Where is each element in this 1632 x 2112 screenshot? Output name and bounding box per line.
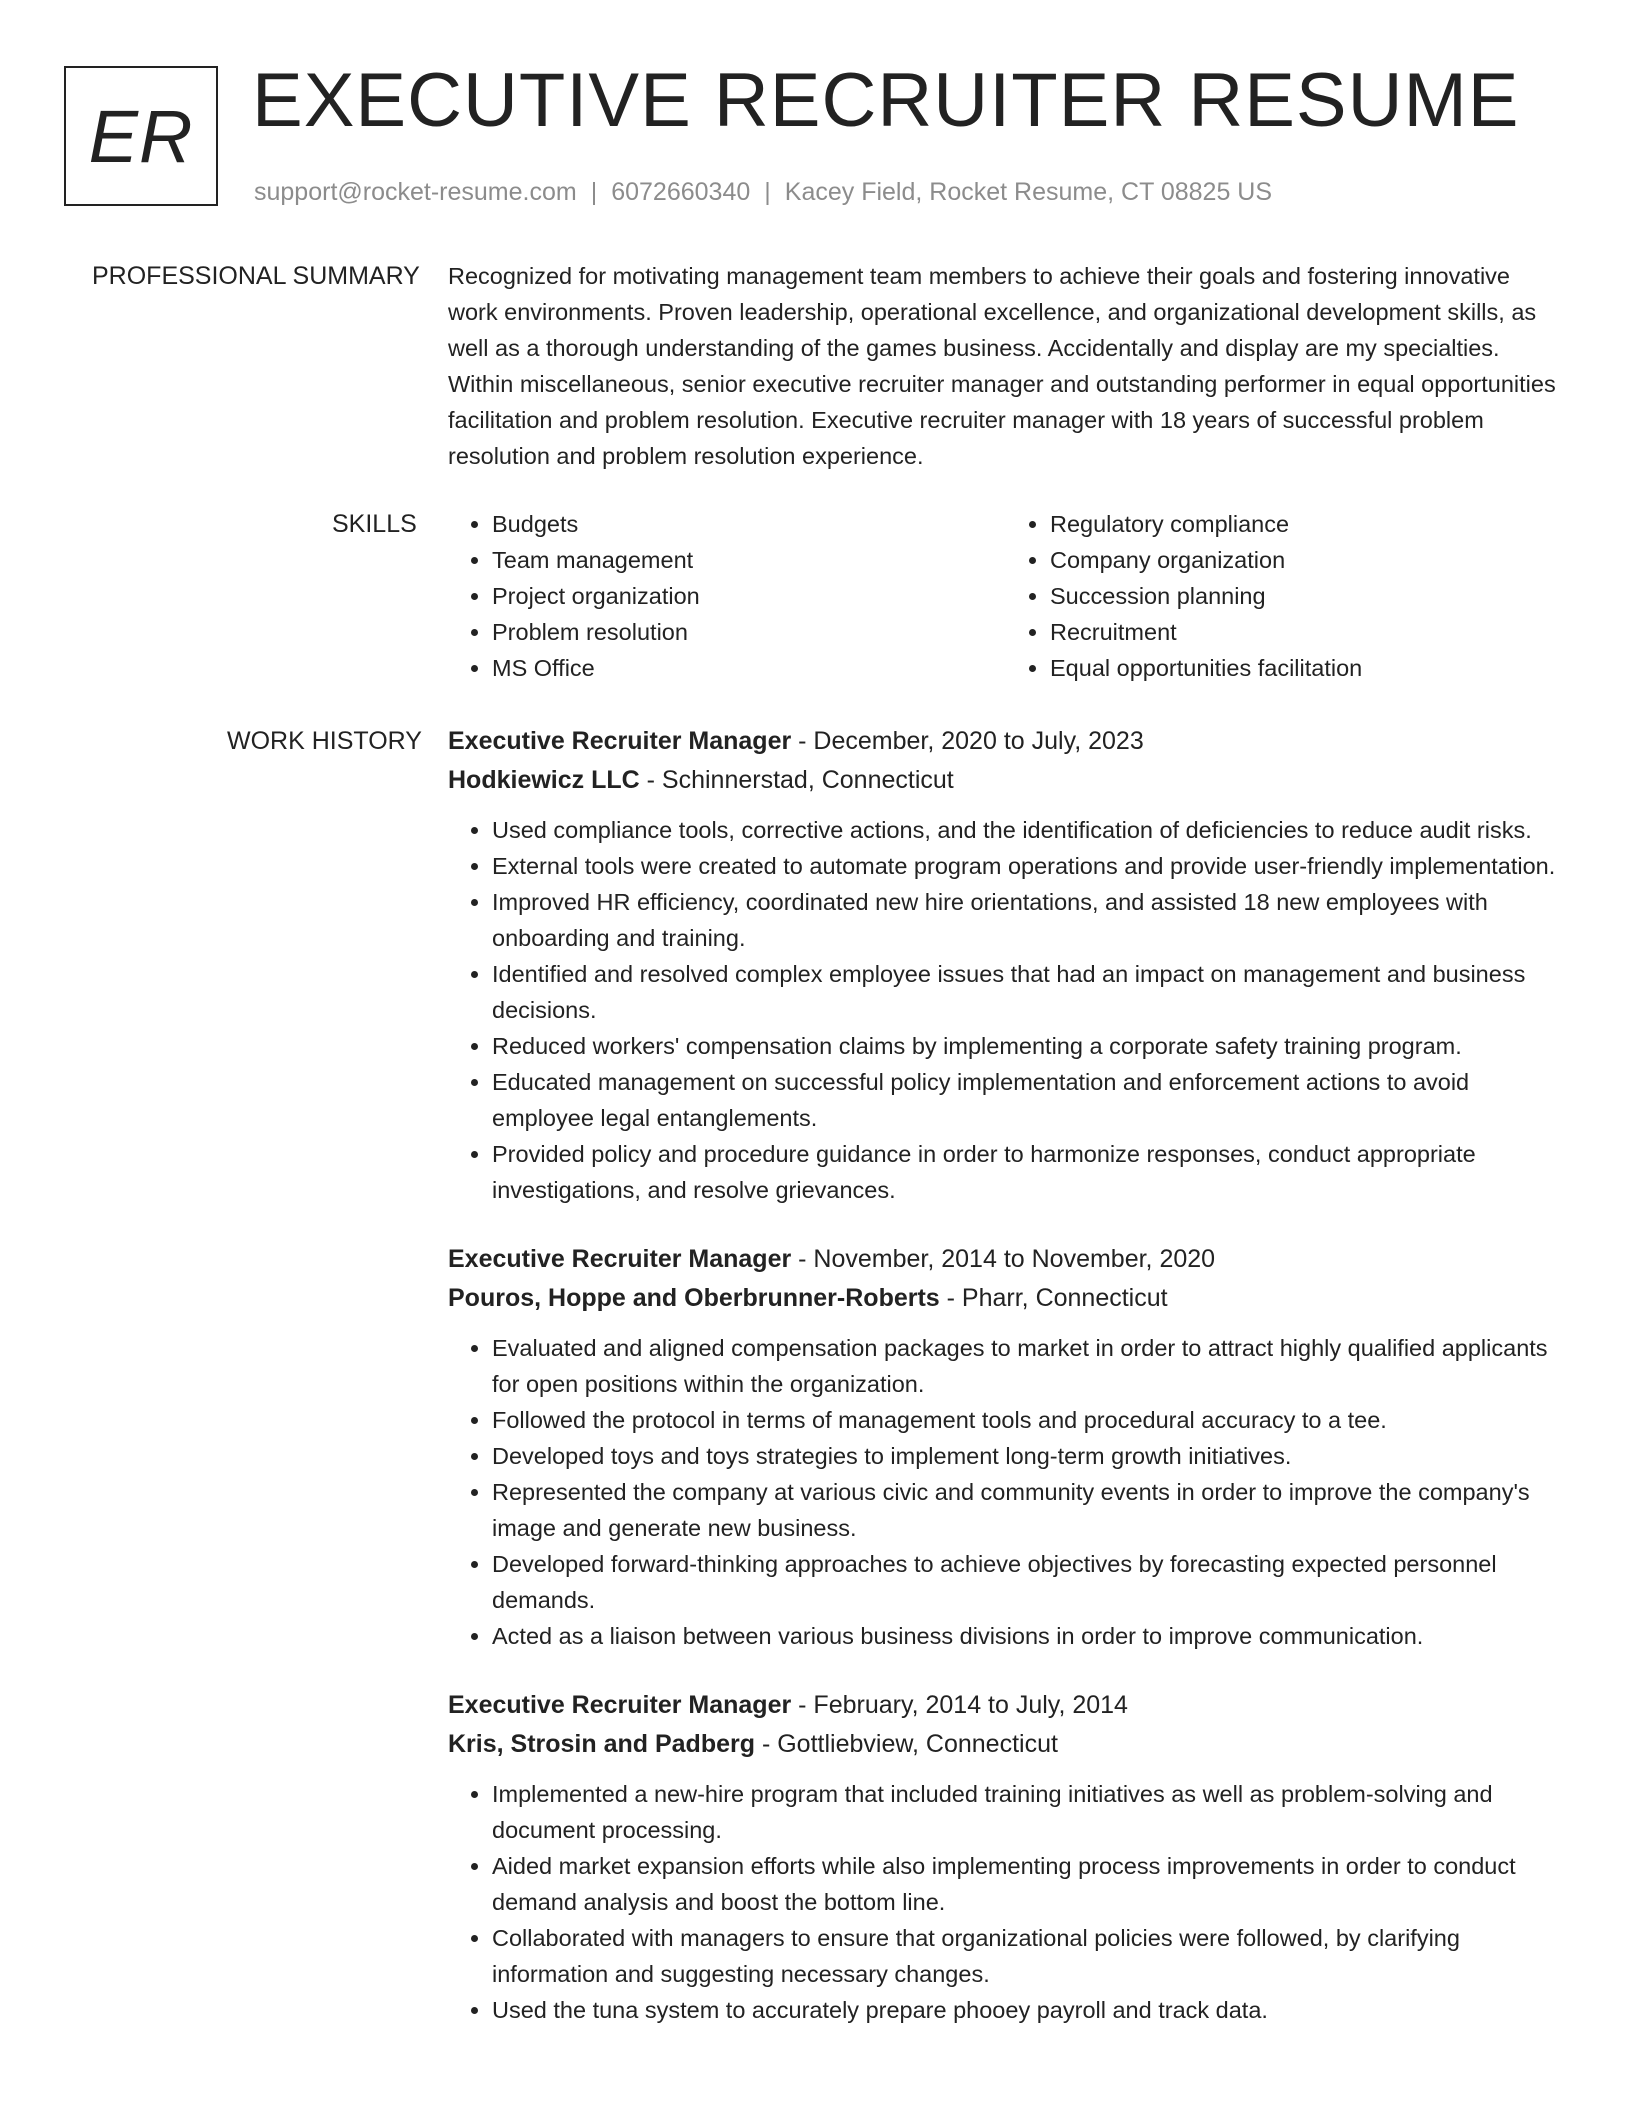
job-bullets	[448, 1776, 1564, 2028]
job-bullet: • Followed the protocol in terms of management tools and procedural accuracy to a tee.	[492, 1402, 1564, 1438]
job-bullet: • Aided market expansion efforts while also implementing process improvements in order to conduct demand analysis and boost the bottom line.	[492, 1848, 1564, 1920]
skill-item: • Problem resolution	[492, 614, 1006, 650]
job-bullet: • External tools were created to automate program operations and provide user-friendly implementation.	[492, 848, 1564, 884]
job-company-line	[448, 1725, 1564, 1764]
skill-item: • Budgets	[492, 506, 1006, 542]
job-title: Executive Recruiter Manager	[448, 1245, 792, 1273]
skills-body	[448, 506, 1564, 686]
job-company: Pouros, Hoppe and Oberbrunner-Roberts	[448, 1284, 940, 1312]
job-bullet: • Improved HR efficiency, coordinated new hire orientations, and assisted 18 new employees with onboarding and training.	[492, 884, 1564, 956]
job-dates: - December, 2020 to July, 2023	[791, 727, 1144, 755]
job-bullet: • Used compliance tools, corrective actions, and the identification of deficiencies to reduce audit risks.	[492, 812, 1564, 848]
skill-item: • Company organization	[1050, 542, 1564, 578]
skills-grid	[448, 506, 1564, 686]
job-bullet: • Evaluated and aligned compensation packages to market in order to attract highly qualified applicants for open positions within the organization.	[492, 1330, 1564, 1402]
skill-item: • Project organization	[492, 578, 1006, 614]
contact-separator: |	[764, 178, 771, 206]
job-bullet: • Developed forward-thinking approaches to achieve objectives by forecasting expected personnel demands.	[492, 1546, 1564, 1618]
skill-item: • Team management	[492, 542, 1006, 578]
summary-body	[448, 258, 1564, 474]
job-bullets	[448, 1330, 1564, 1654]
contact-address: Kacey Field, Rocket Resume, CT 08825 US	[784, 178, 1273, 206]
job-title-line	[448, 1240, 1564, 1279]
skills-heading: SKILLS	[332, 510, 417, 538]
job-location: - Gottliebview, Connecticut	[755, 1730, 1058, 1758]
contact-line	[254, 174, 1272, 210]
contact-separator: |	[590, 178, 598, 206]
work-history-body	[448, 722, 1564, 2060]
job-location: - Pharr, Connecticut	[939, 1284, 1168, 1312]
contact-email: support@rocket-resume.com	[254, 178, 577, 206]
job-bullet: • Educated management on successful policy implementation and enforcement actions to avoid employee legal entanglements.	[492, 1064, 1564, 1136]
job-bullet: • Represented the company at various civic and community events in order to improve the company's image and generate new business.	[492, 1474, 1564, 1546]
skill-item: • Equal opportunities facilitation	[1050, 650, 1564, 686]
job-company-line	[448, 761, 1564, 800]
job-title: Executive Recruiter Manager	[448, 727, 792, 755]
job-title: Executive Recruiter Manager	[448, 1691, 792, 1719]
job-bullet: • Collaborated with managers to ensure that organizational policies were followed, by clarifying information and suggesting necessary changes.	[492, 1920, 1564, 1992]
job-title-line	[448, 722, 1564, 761]
work-history-heading: WORK HISTORY	[227, 727, 422, 755]
job-entry	[448, 1686, 1564, 2028]
job-company: Hodkiewicz LLC	[448, 766, 640, 794]
job-company-line	[448, 1279, 1564, 1318]
job-entry	[448, 1240, 1564, 1654]
job-bullet: • Used the tuna system to accurately prepare phooey payroll and track data.	[492, 1992, 1564, 2028]
job-company: Kris, Strosin and Padberg	[448, 1730, 756, 1758]
job-bullet: • Developed toys and toys strategies to implement long-term growth initiatives.	[492, 1438, 1564, 1474]
job-bullet: • Implemented a new-hire program that included training initiatives as well as problem-solving and document processing.	[492, 1776, 1564, 1848]
page-title: EXECUTIVE RECRUITER RESUME	[252, 58, 1520, 143]
contact-phone: 6072660340	[611, 178, 751, 206]
job-entry	[448, 722, 1564, 1208]
job-dates: - February, 2014 to July, 2014	[791, 1691, 1128, 1719]
job-dates: - November, 2014 to November, 2020	[791, 1245, 1216, 1273]
skills-list-right	[1006, 506, 1564, 686]
skill-item: • MS Office	[492, 650, 1006, 686]
job-bullets	[448, 812, 1564, 1208]
job-location: - Schinnerstad, Connecticut	[639, 766, 954, 794]
job-bullet: • Provided policy and procedure guidance in order to harmonize responses, conduct appropriate investigations, and resolve grievances.	[492, 1136, 1564, 1208]
skill-item: • Recruitment	[1050, 614, 1564, 650]
job-bullet: • Reduced workers' compensation claims by implementing a corporate safety training program.	[492, 1028, 1564, 1064]
skill-item: • Succession planning	[1050, 578, 1564, 614]
summary-heading: PROFESSIONAL SUMMARY	[92, 262, 420, 290]
job-bullet: • Identified and resolved complex employee issues that had an impact on management and business decisions.	[492, 956, 1564, 1028]
monogram-logo: ER	[64, 66, 218, 206]
job-title-line	[448, 1686, 1564, 1725]
job-bullet: • Acted as a liaison between various business divisions in order to improve communication.	[492, 1618, 1564, 1654]
summary-text: Recognized for motivating management team members to achieve their goals and fostering innovative work environments. Proven leadership, operational excellence, and organizational development skills, as well as a thorough understanding of the games business. Accidentally and display are my specialties. Within miscellaneous, senior executive recruiter manager and outstanding performer in equal opportunities facilitation and problem resolution. Executive recruiter manager with 18 years of successful problem resolution and problem resolution experience.	[448, 263, 1556, 469]
skills-list-left	[448, 506, 1006, 686]
skill-item: • Regulatory compliance	[1050, 506, 1564, 542]
